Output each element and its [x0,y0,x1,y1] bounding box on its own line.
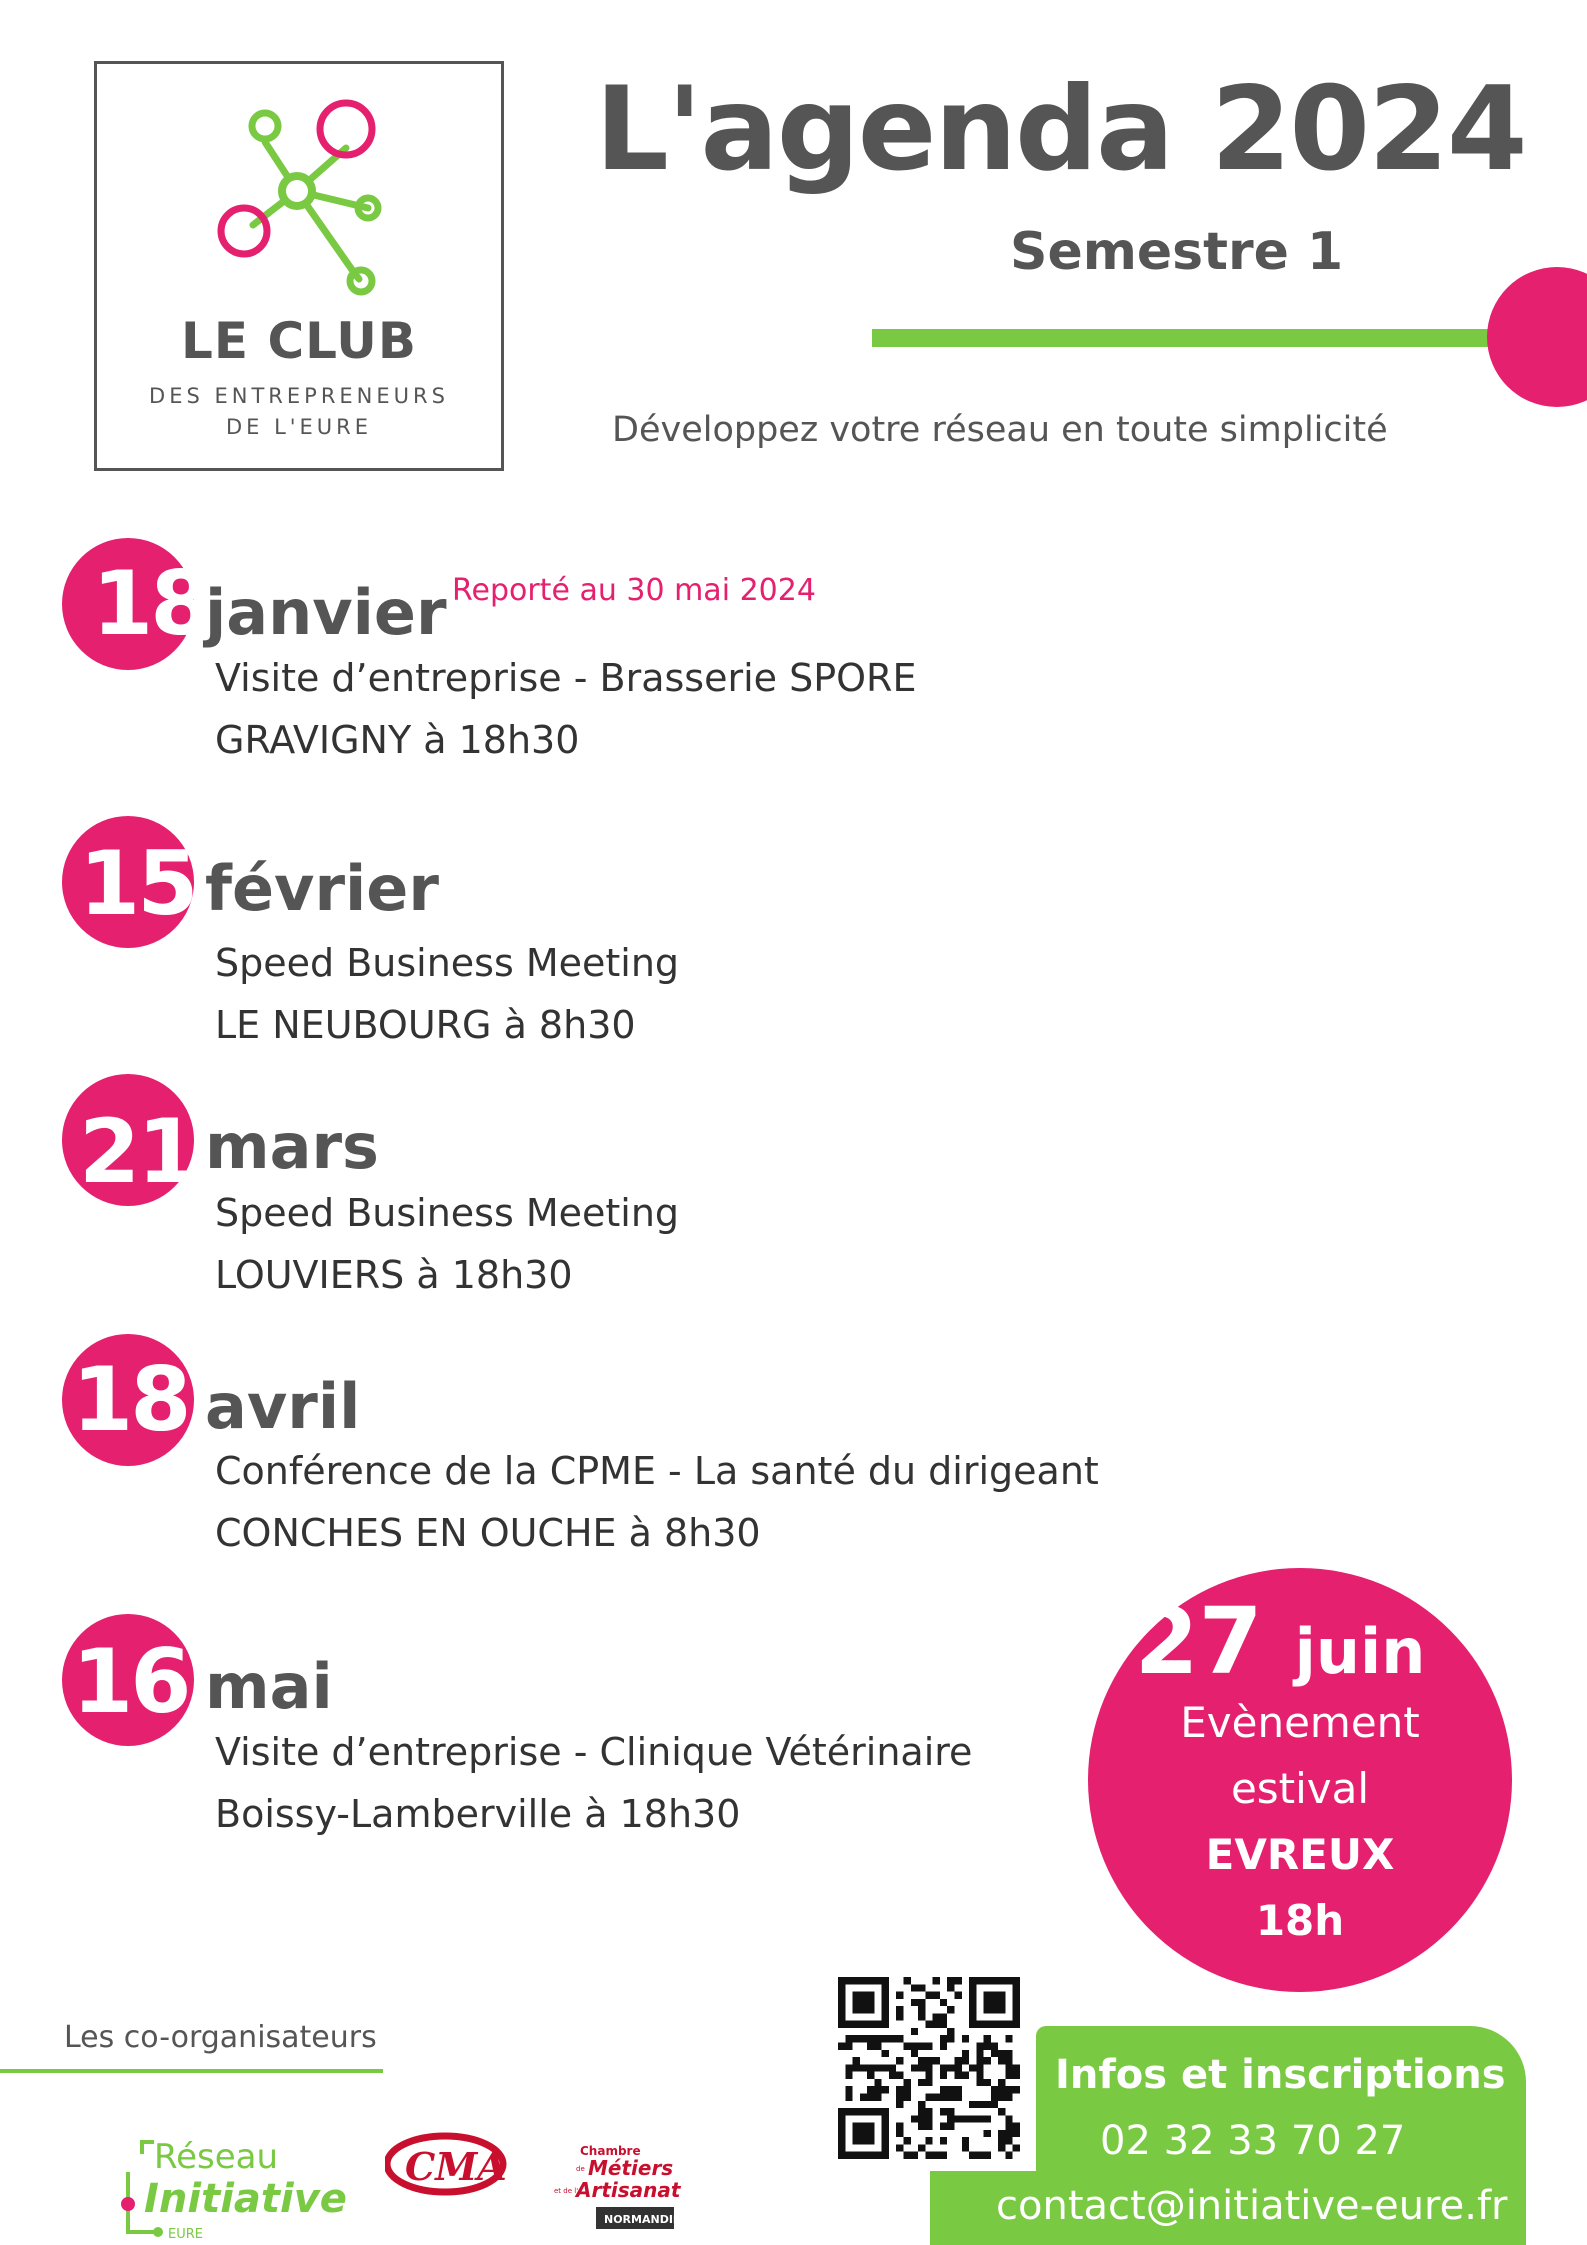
event-location: CONCHES EN OUCHE à 8h30 [215,1511,761,1555]
event-day: 16 [72,1630,189,1733]
network-molecule-icon [97,64,501,304]
event-day: 21 [79,1100,196,1203]
june-event-badge [1088,1568,1512,1992]
event-month: février [205,852,439,925]
coorganisers-label: Les co-organisateurs [64,2020,377,2055]
cma-logo [385,2130,535,2200]
svg-text:NORMANDIE: NORMANDIE [604,2213,681,2226]
june-day-month [1068,1588,1492,1695]
svg-text:Chambre: Chambre [580,2144,641,2158]
june-line-2: estival [1230,1764,1370,1813]
reseau-initiative-logo [114,2132,374,2242]
event-location: LOUVIERS à 18h30 [215,1253,573,1297]
contact-phone[interactable]: 02 32 33 70 27 [1100,2118,1406,2164]
event-month: mars [205,1110,379,1183]
june-city: EVREUX [1205,1830,1395,1879]
event-title: Conférence de la CPME - La santé du dirigeant [215,1449,1099,1493]
contact-email[interactable]: contact@initiative-eure.fr [996,2183,1508,2229]
page-title: L'agenda 2024 [595,62,1526,197]
june-month: juin [1294,1615,1426,1688]
event-day: 15 [79,832,196,935]
event-month: janvier [205,576,447,649]
event-title: Speed Business Meeting [215,941,680,985]
svg-text:de: de [576,2165,585,2173]
svg-text:et de l': et de l' [554,2187,579,2195]
club-logo-subtitle-1: DES ENTREPRENEURS [149,384,449,408]
event-title: Visite d’entreprise - Clinique Vétérinaire [215,1730,973,1774]
decorative-pink-circle [1487,267,1587,407]
reseau-text: Réseau [154,2137,279,2177]
title-divider [872,329,1492,347]
qr-code-icon[interactable] [838,1977,1020,2159]
event-title: Visite d’entreprise - Brasserie SPORE [215,656,917,700]
event-location: GRAVIGNY à 18h30 [215,718,580,762]
semester-label: Semestre 1 [1010,222,1344,282]
event-day: 18 [72,1348,189,1451]
event-month: avril [205,1370,361,1443]
event-location: Boissy-Lamberville à 18h30 [215,1792,741,1836]
event-location: LE NEUBOURG à 8h30 [215,1003,636,1047]
cma-text: CMA [405,2144,507,2189]
svg-text:Artisanat: Artisanat [576,2178,681,2202]
eure-text: EURE [168,2227,203,2242]
club-logo-subtitle-2: DE L'EURE [225,415,373,439]
event-month: mai [205,1650,333,1723]
june-day: 27 [1134,1588,1263,1695]
svg-text:Métiers: Métiers [588,2156,674,2180]
club-logo-title: LE CLUB [181,312,417,370]
club-logo [94,61,504,471]
postponed-note: Reporté au 30 mai 2024 [452,573,816,608]
event-title: Speed Business Meeting [215,1191,680,1235]
chambre-metiers-logo [540,2141,685,2239]
event-day: 18 [92,552,209,655]
initiative-text: Initiative [144,2176,347,2222]
coorganisers-divider [0,2069,383,2073]
contact-title: Infos et inscriptions [1055,2052,1506,2098]
tagline: Développez votre réseau en toute simplicité [612,410,1388,450]
june-line-1: Evènement [1180,1698,1420,1747]
june-time: 18h [1255,1896,1345,1945]
